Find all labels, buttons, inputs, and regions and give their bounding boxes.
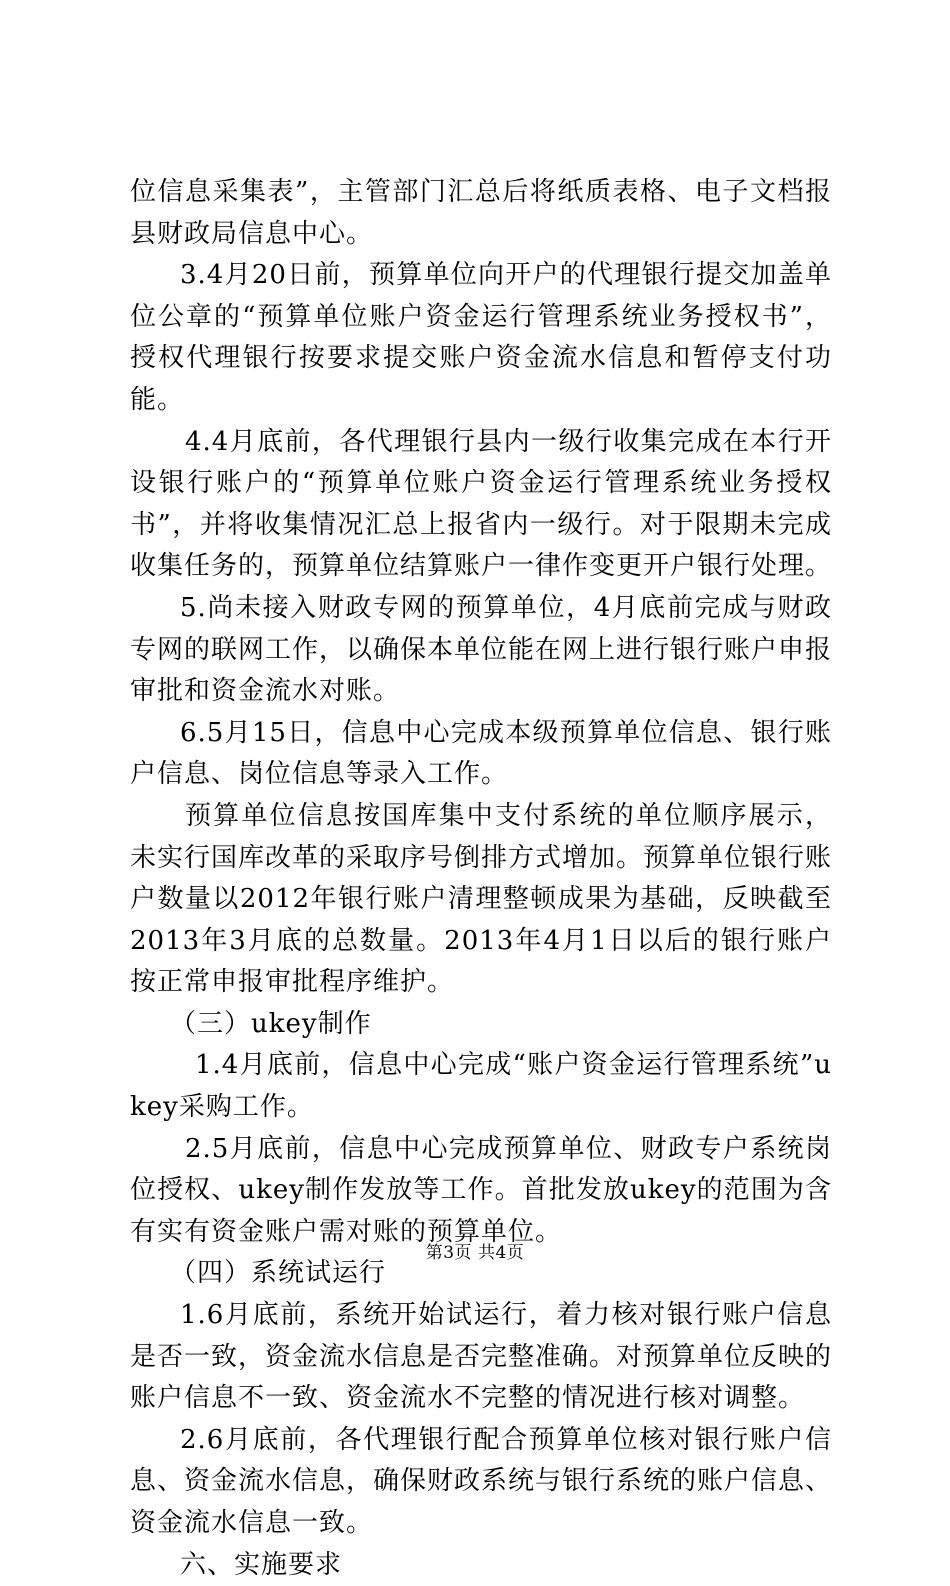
paragraph-item-6: 6.5月15日，信息中心完成本级预算单位信息、银行账户信息、岗位信息等录入工作。 <box>130 717 832 790</box>
paragraph-trial-2: 2.6月底前，各代理银行配合预算单位核对银行账户信息、资金流水信息，确保财政系统与银行系统的账户信息、资金流水信息一致。 <box>130 1424 833 1538</box>
section-heading-requirements: 六、实施要求 <box>180 1549 343 1580</box>
paragraph-ukey-2: 2.5月底前，信息中心完成预算单位、财政专户系统岗位授权、ukey制作发放等工作。首批发放ukey的范围为含有实有资金账户需对账的预算单位。 <box>130 1133 832 1247</box>
document-body <box>130 172 832 1586</box>
paragraph-item-5: 5.尚未接入财政专网的预算单位，4月底前完成与财政专网的联网工作，以确保本单位能在网上进行银行账户申报审批和资金流水对账。 <box>130 592 833 707</box>
paragraph-trial-1: 1.6月底前，系统开始试运行，着力核对银行账户信息是否一致，资金流水信息是否完整准确。对预算单位反映的账户信息不一致、资金流水不完整的情况进行核对调整。 <box>130 1300 833 1414</box>
section-heading-trial: （四）系统试运行 <box>170 1258 387 1289</box>
paragraph-ukey-1: 1.4月底前，信息中心完成“账户资金运行管理系统”ukey采购工作。 <box>130 1050 832 1123</box>
paragraph-note: 预算单位信息按国库集中支付系统的单位顺序展示，未实行国库改革的采取序号倒排方式增加。预算单位银行账户数量以2012年银行账户清理整顿成果为基础，反映截至2013年3月底的总数量。2013年4月1日以后的银行账户按正常申报审批程序维护。 <box>130 800 833 998</box>
paragraph-item-3: 3.4月20日前，预算单位向开户的代理银行提交加盖单位公章的“预算单位账户资金运行管理系统业务授权书”，授权代理银行按要求提交账户资金流水信息和暂停支付功能。 <box>130 260 832 415</box>
paragraph-continuation: 位信息采集表”，主管部门汇总后将纸质表格、电子文档报县财政局信息中心。 <box>130 177 832 249</box>
page-footer: 第3页 共4页 <box>425 1243 525 1263</box>
section-heading-ukey: （三）ukey制作 <box>170 1008 372 1039</box>
paragraph-item-4: 4.4月底前，各代理银行县内一级行收集完成在本行开设银行账户的“预算单位账户资金运行管理系统业务授权书”，并将收集情况汇总上报省内一级行。对于限期未完成收集任务的，预算单位结算账户一律作变更开户银行处理。 <box>130 426 833 582</box>
